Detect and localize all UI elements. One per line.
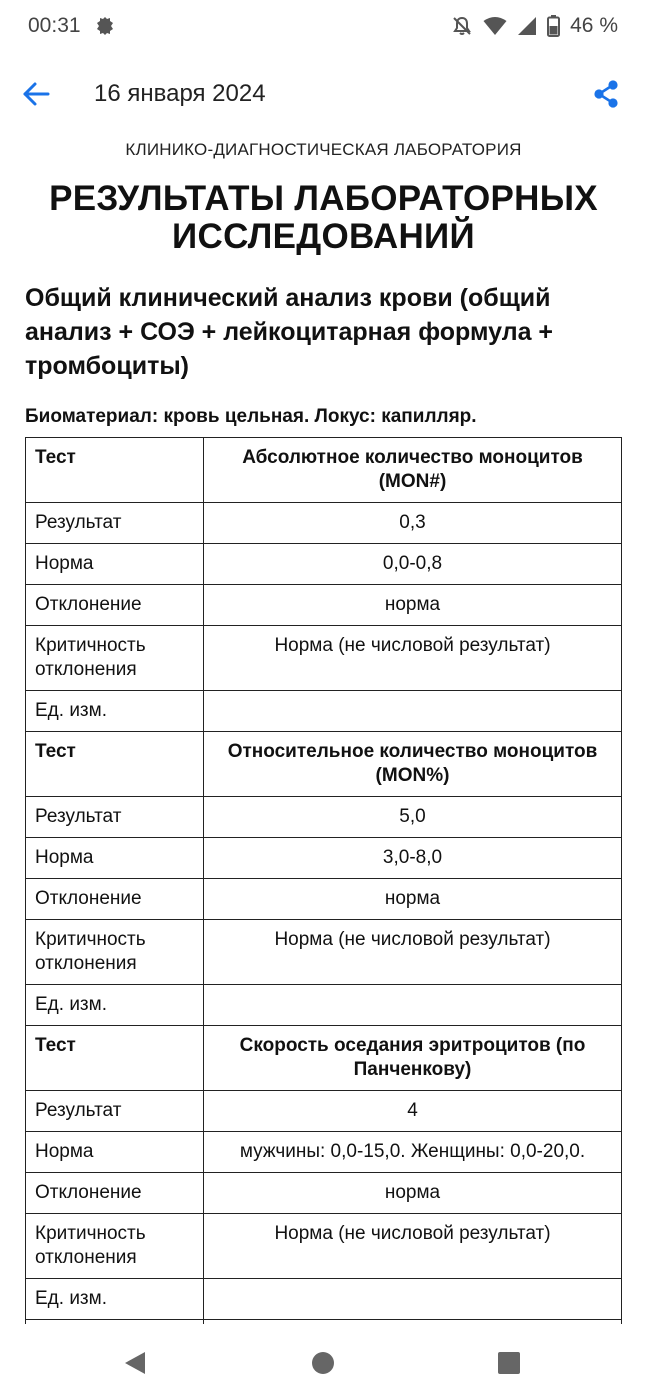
table-row-criticality bbox=[26, 1214, 622, 1279]
label-test: Тест bbox=[26, 1026, 204, 1091]
label-criticality: Критичность отклонения bbox=[26, 626, 204, 691]
criticality-value: Норма (не числовой результат) bbox=[204, 1214, 622, 1279]
status-bar bbox=[0, 0, 646, 52]
nav-recents-button[interactable] bbox=[494, 1348, 524, 1378]
nav-back-button[interactable] bbox=[120, 1348, 150, 1378]
label-test: Тест bbox=[26, 438, 204, 503]
norm-value: 0,0-0,8 bbox=[204, 544, 622, 585]
deviation-value: норма bbox=[204, 1173, 622, 1214]
battery-percent: 46 % bbox=[570, 14, 618, 37]
label-test: Тест bbox=[26, 732, 204, 797]
norm-value: 3,0-8,0 bbox=[204, 838, 622, 879]
label-deviation: Отклонение bbox=[26, 1173, 204, 1214]
unit-value bbox=[204, 691, 622, 732]
circle-home-icon bbox=[310, 1350, 336, 1376]
share-button[interactable] bbox=[588, 76, 624, 112]
system-nav-bar bbox=[0, 1324, 646, 1400]
label-norm: Норма bbox=[26, 544, 204, 585]
label-norm: Норма bbox=[26, 838, 204, 879]
table-row-unit bbox=[26, 985, 622, 1026]
label-result: Результат bbox=[26, 503, 204, 544]
table-row-norm bbox=[26, 1132, 622, 1173]
result-value: 5,0 bbox=[204, 797, 622, 838]
table-row-test bbox=[26, 438, 622, 503]
label-criticality: Критичность отклонения bbox=[26, 1214, 204, 1279]
test-name: Абсолютное количество моноцитов (MON#) bbox=[204, 438, 622, 503]
table-row-deviation bbox=[26, 585, 622, 626]
table-row-test bbox=[26, 732, 622, 797]
app-title: 16 января 2024 bbox=[94, 80, 266, 107]
results-table bbox=[25, 437, 622, 1361]
biomaterial-line: Биоматериал: кровь цельная. Локус: капилляр. bbox=[25, 406, 477, 427]
table-row-unit bbox=[26, 1279, 622, 1320]
table-row-result bbox=[26, 503, 622, 544]
deviation-value: норма bbox=[204, 585, 622, 626]
wifi-icon bbox=[483, 16, 507, 36]
report-content bbox=[25, 130, 622, 1361]
label-deviation: Отклонение bbox=[26, 879, 204, 920]
unit-value bbox=[204, 1279, 622, 1320]
label-result: Результат bbox=[26, 797, 204, 838]
status-left bbox=[28, 14, 115, 38]
criticality-value: Норма (не числовой результат) bbox=[204, 626, 622, 691]
table-row-unit bbox=[26, 691, 622, 732]
mute-icon bbox=[451, 15, 473, 37]
lab-name: КЛИНИКО-ДИАГНОСТИЧЕСКАЯ ЛАБОРАТОРИЯ bbox=[125, 140, 522, 159]
table-row-deviation bbox=[26, 879, 622, 920]
status-time: 00:31 bbox=[28, 14, 81, 37]
arrow-left-icon bbox=[21, 79, 51, 109]
label-criticality: Критичность отклонения bbox=[26, 920, 204, 985]
table-row-result bbox=[26, 797, 622, 838]
share-icon bbox=[592, 79, 620, 109]
triangle-back-icon bbox=[122, 1350, 148, 1376]
label-unit: Ед. изм. bbox=[26, 1279, 204, 1320]
square-recents-icon bbox=[496, 1350, 522, 1376]
test-name: Скорость оседания эритроцитов (по Панченкову) bbox=[204, 1026, 622, 1091]
unit-value bbox=[204, 985, 622, 1026]
label-norm: Норма bbox=[26, 1132, 204, 1173]
table-row-test bbox=[26, 1026, 622, 1091]
signal-icon bbox=[517, 16, 537, 36]
table-row-norm bbox=[26, 838, 622, 879]
test-name: Относительное количество моноцитов (MON%) bbox=[204, 732, 622, 797]
table-row-criticality bbox=[26, 920, 622, 985]
page-title: РЕЗУЛЬТАТЫ ЛАБОРАТОРНЫХ ИССЛЕДОВАНИЙ bbox=[49, 179, 598, 256]
label-deviation: Отклонение bbox=[26, 585, 204, 626]
table-row-criticality bbox=[26, 626, 622, 691]
status-right bbox=[451, 14, 618, 38]
table-row-result bbox=[26, 1091, 622, 1132]
nav-home-button[interactable] bbox=[308, 1348, 338, 1378]
app-bar bbox=[0, 62, 646, 126]
label-result: Результат bbox=[26, 1091, 204, 1132]
back-button[interactable] bbox=[18, 76, 54, 112]
battery-icon bbox=[547, 15, 560, 37]
table-row-norm bbox=[26, 544, 622, 585]
result-value: 4 bbox=[204, 1091, 622, 1132]
notification-badge-icon bbox=[95, 16, 115, 36]
table-row-deviation bbox=[26, 1173, 622, 1214]
result-value: 0,3 bbox=[204, 503, 622, 544]
deviation-value: норма bbox=[204, 879, 622, 920]
analysis-title: Общий клинический анализ крови (общий анализ + СОЭ + лейкоцитарная формула + тромбоциты) bbox=[25, 284, 554, 380]
criticality-value: Норма (не числовой результат) bbox=[204, 920, 622, 985]
norm-value: мужчины: 0,0-15,0. Женщины: 0,0-20,0. bbox=[204, 1132, 622, 1173]
label-unit: Ед. изм. bbox=[26, 985, 204, 1026]
label-unit: Ед. изм. bbox=[26, 691, 204, 732]
